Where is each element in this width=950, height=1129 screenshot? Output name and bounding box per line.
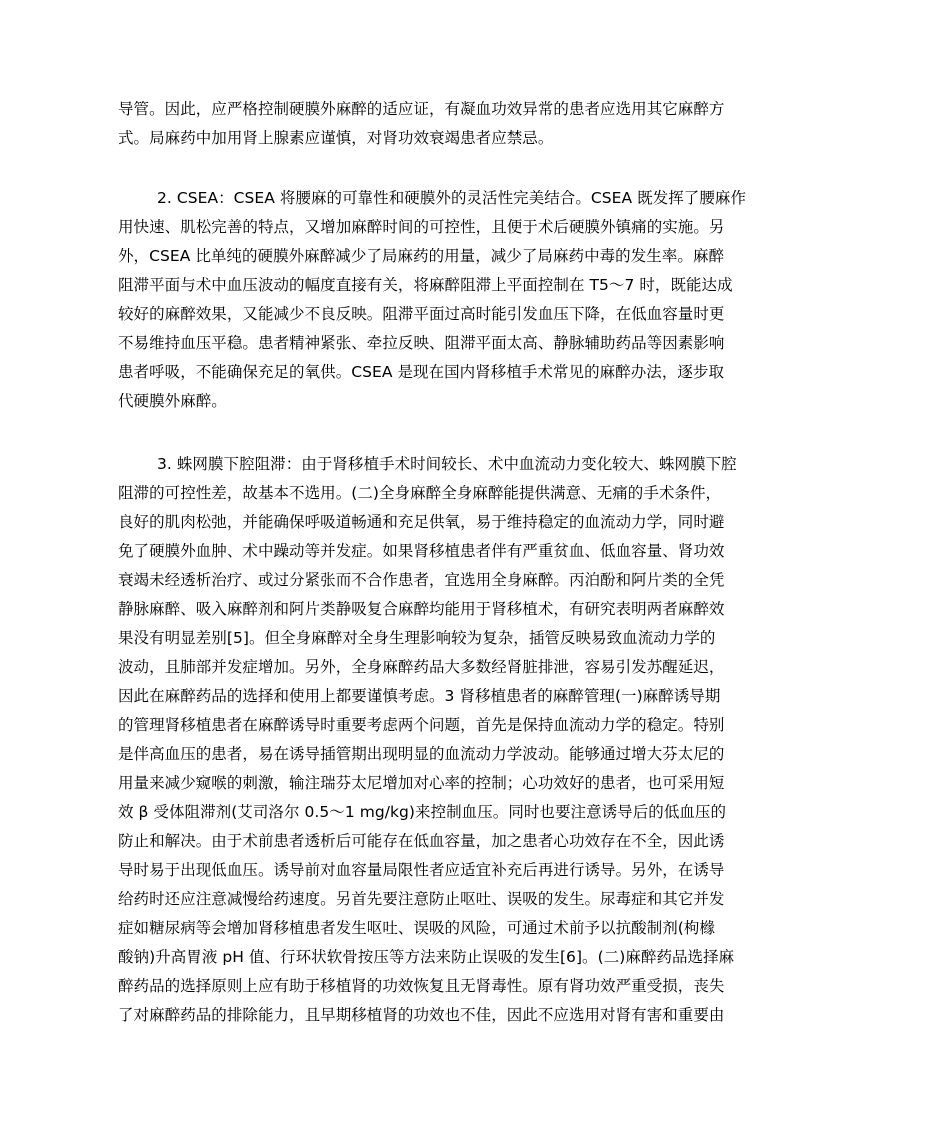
text-line: 代硬膜外麻醉。 <box>118 392 227 410</box>
text-line: 衰竭未经透析治疗、或过分紧张而不合作患者，宜选用全身麻醉。丙泊酚和阿片类的全凭 <box>118 571 725 589</box>
text-line: 因此在麻醉药品的选择和使用上都要谨慎考虑。3 肾移植患者的麻醉管理(一)麻醉诱导期 <box>118 687 721 705</box>
text-line: 良好的肌肉松弛，并能确保呼吸道畅通和充足供氧，易于维持稳定的血流动力学，同时避 <box>118 513 725 531</box>
text-line: 的管理肾移植患者在麻醉诱导时重要考虑两个问题，首先是保持血流动力学的稳定。特别 <box>118 716 725 734</box>
text-line: 是伴高血压的患者，易在诱导插管期出现明显的血流动力学波动。能够通过增大芬太尼的 <box>118 745 725 763</box>
text-line: 静脉麻醉、吸入麻醉剂和阿片类静吸复合麻醉均能用于肾移植术，有研究表明两者麻醉效 <box>118 600 725 618</box>
text-line: 了对麻醉药品的排除能力，且早期移植肾的功效也不佳，因此不应选用对肾有害和重要由 <box>118 1006 725 1024</box>
text-line: 3. 蛛网膜下腔阻滞：由于肾移植手术时间较长、术中血流动力变化较大、蛛网膜下腔 <box>157 455 737 473</box>
paragraph-2 <box>118 184 838 416</box>
text-line: 酸钠)升高胃液 pH 值、行环状软骨按压等方法来防止误吸的发生[6]。(二)麻醉药品选择麻 <box>118 948 735 966</box>
text-line: 2. CSEA：CSEA 将腰麻的可靠性和硬膜外的灵活性完美结合。CSEA 既发挥了腰麻作 <box>157 189 746 207</box>
text-line: 外，CSEA 比单纯的硬膜外麻醉减少了局麻药的用量，减少了局麻药中毒的发生率。麻醉 <box>118 247 725 265</box>
text-line: 导管。因此，应严格控制硬膜外麻醉的适应证，有凝血功效异常的患者应选用其它麻醉方 <box>118 100 725 118</box>
paragraph-1 <box>118 95 838 153</box>
text-line: 阻滞平面与术中血压波动的幅度直接有关，将麻醉阻滞上平面控制在 T5～7 时，既能达成 <box>118 276 733 294</box>
text-line: 果没有明显差别[5]。但全身麻醉对全身生理影响较为复杂，插管反映易致血流动力学的 <box>118 629 716 647</box>
text-line: 式。局麻药中加用肾上腺素应谨慎，对肾功效衰竭患者应禁忌。 <box>118 129 554 147</box>
text-line: 阻滞的可控性差，故基本不选用。(二)全身麻醉全身麻醉能提供满意、无痛的手术条件， <box>118 484 722 502</box>
text-line: 导时易于出现低血压。诱导前对血容量局限性者应适宜补充后再进行诱导。另外，在诱导 <box>118 861 725 879</box>
text-line: 防止和解决。由于术前患者透析后可能存在低血容量，加之患者心功效存在不全，因此诱 <box>118 832 725 850</box>
text-line: 症如糖尿病等会增加肾移植患者发生呕吐、误吸的风险，可通过术前予以抗酸制剂(枸橼 <box>118 919 715 937</box>
text-line: 波动，且肺部并发症增加。另外，全身麻醉药品大多数经肾脏排泄，容易引发苏醒延迟， <box>118 658 725 676</box>
text-line: 较好的麻醉效果，又能减少不良反映。阻滞平面过高时能引发血压下降，在低血容量时更 <box>118 305 725 323</box>
text-line: 用快速、肌松完善的特点，又增加麻醉时间的可控性，且便于术后硬膜外镇痛的实施。另 <box>118 218 725 236</box>
text-line: 给药时还应注意减慢给药速度。另首先要注意防止呕吐、误吸的发生。尿毒症和其它并发 <box>118 890 725 908</box>
text-line: 患者呼吸，不能确保充足的氧供。CSEA 是现在国内肾移植手术常见的麻醉办法，逐步取 <box>118 363 725 381</box>
text-line: 免了硬膜外血肿、术中躁动等并发症。如果肾移植患者伴有严重贫血、低血容量、肾功效 <box>118 542 725 560</box>
text-line: 效 β 受体阻滞剂(艾司洛尔 0.5～1 mg/kg)来控制血压。同时也要注意诱导后的低血压的 <box>118 803 727 821</box>
text-line: 不易维持血压平稳。患者精神紧张、牵拉反映、阻滞平面太高、静脉辅助药品等因素影响 <box>118 334 725 352</box>
text-line: 用量来减少窥喉的刺激，输注瑞芬太尼增加对心率的控制；心功效好的患者，也可采用短 <box>118 774 725 792</box>
paragraph-3 <box>118 450 838 1030</box>
text-line: 醉药品的选择原则上应有助于移植肾的功效恢复且无肾毒性。原有肾功效严重受损，丧失 <box>118 977 725 995</box>
